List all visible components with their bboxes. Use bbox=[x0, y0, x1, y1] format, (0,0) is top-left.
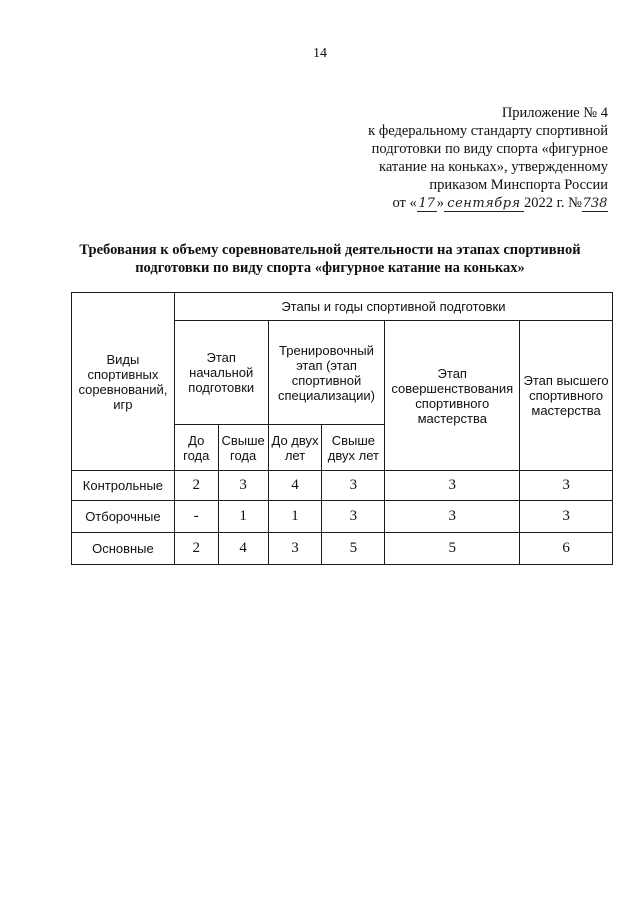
year-header-cell: До года bbox=[174, 425, 218, 471]
stage-header-cell: Тренировочный этап (этап спортивной специализации) bbox=[268, 321, 385, 425]
value-cell: 3 bbox=[218, 471, 268, 501]
value-cell: 6 bbox=[520, 533, 613, 565]
value-cell: 1 bbox=[268, 501, 322, 533]
row-header-cell: Виды спортивных соревнований, игр bbox=[72, 293, 175, 471]
value-cell: 3 bbox=[268, 533, 322, 565]
value-cell: - bbox=[174, 501, 218, 533]
value-cell: 4 bbox=[218, 533, 268, 565]
appendix-line: катание на коньках», утвержденному bbox=[379, 159, 608, 175]
order-year: 2022 г. № bbox=[523, 195, 582, 211]
value-cell: 5 bbox=[385, 533, 520, 565]
order-mid: » bbox=[436, 195, 444, 211]
row-name-cell: Контрольные bbox=[72, 471, 175, 501]
value-cell: 3 bbox=[520, 471, 613, 501]
year-header-cell: Свыше года bbox=[218, 425, 268, 471]
order-prefix: от « bbox=[392, 195, 417, 211]
value-cell: 2 bbox=[174, 471, 218, 501]
table-row bbox=[72, 533, 613, 565]
stage-header-cell: Этап высшего спортивного мастерства bbox=[520, 321, 613, 471]
value-cell: 5 bbox=[322, 533, 385, 565]
row-name-cell: Основные bbox=[72, 533, 175, 565]
handwritten-month: сентября bbox=[444, 196, 524, 212]
page-number: 14 bbox=[313, 46, 327, 61]
value-cell: 2 bbox=[174, 533, 218, 565]
order-date-line bbox=[318, 194, 608, 212]
year-header-cell: Свыше двух лет bbox=[322, 425, 385, 471]
group-header-cell: Этапы и годы спортивной подготовки bbox=[174, 293, 612, 321]
value-cell: 3 bbox=[322, 471, 385, 501]
value-cell: 3 bbox=[385, 471, 520, 501]
value-cell: 1 bbox=[218, 501, 268, 533]
requirements-table bbox=[71, 292, 613, 565]
value-cell: 4 bbox=[268, 471, 322, 501]
appendix-line: подготовки по виду спорта «фигурное bbox=[371, 141, 608, 157]
row-name-cell: Отборочные bbox=[72, 501, 175, 533]
appendix-title: Приложение № 4 bbox=[501, 105, 608, 121]
stage-header-cell: Этап совершенствования спортивного мастерства bbox=[385, 321, 520, 471]
year-header-cell: До двух лет bbox=[268, 425, 322, 471]
stage-header-cell: Этап начальной подготовки bbox=[174, 321, 268, 425]
value-cell: 3 bbox=[520, 501, 613, 533]
document-title: Требования к объему соревновательной деятельности на этапах спортивной подготовки по виду спорта «фигурное катание на коньках» bbox=[79, 242, 581, 276]
handwritten-order-number: 738 bbox=[582, 196, 608, 211]
value-cell: 3 bbox=[322, 501, 385, 533]
table-row bbox=[72, 501, 613, 533]
value-cell: 3 bbox=[385, 501, 520, 533]
appendix-line: приказом Минспорта России bbox=[429, 177, 608, 193]
handwritten-day: 17 bbox=[418, 196, 435, 211]
table-row bbox=[72, 471, 613, 501]
appendix-block bbox=[318, 104, 608, 212]
table-header-row bbox=[72, 293, 613, 321]
appendix-line: к федеральному стандарту спортивной bbox=[368, 123, 608, 139]
